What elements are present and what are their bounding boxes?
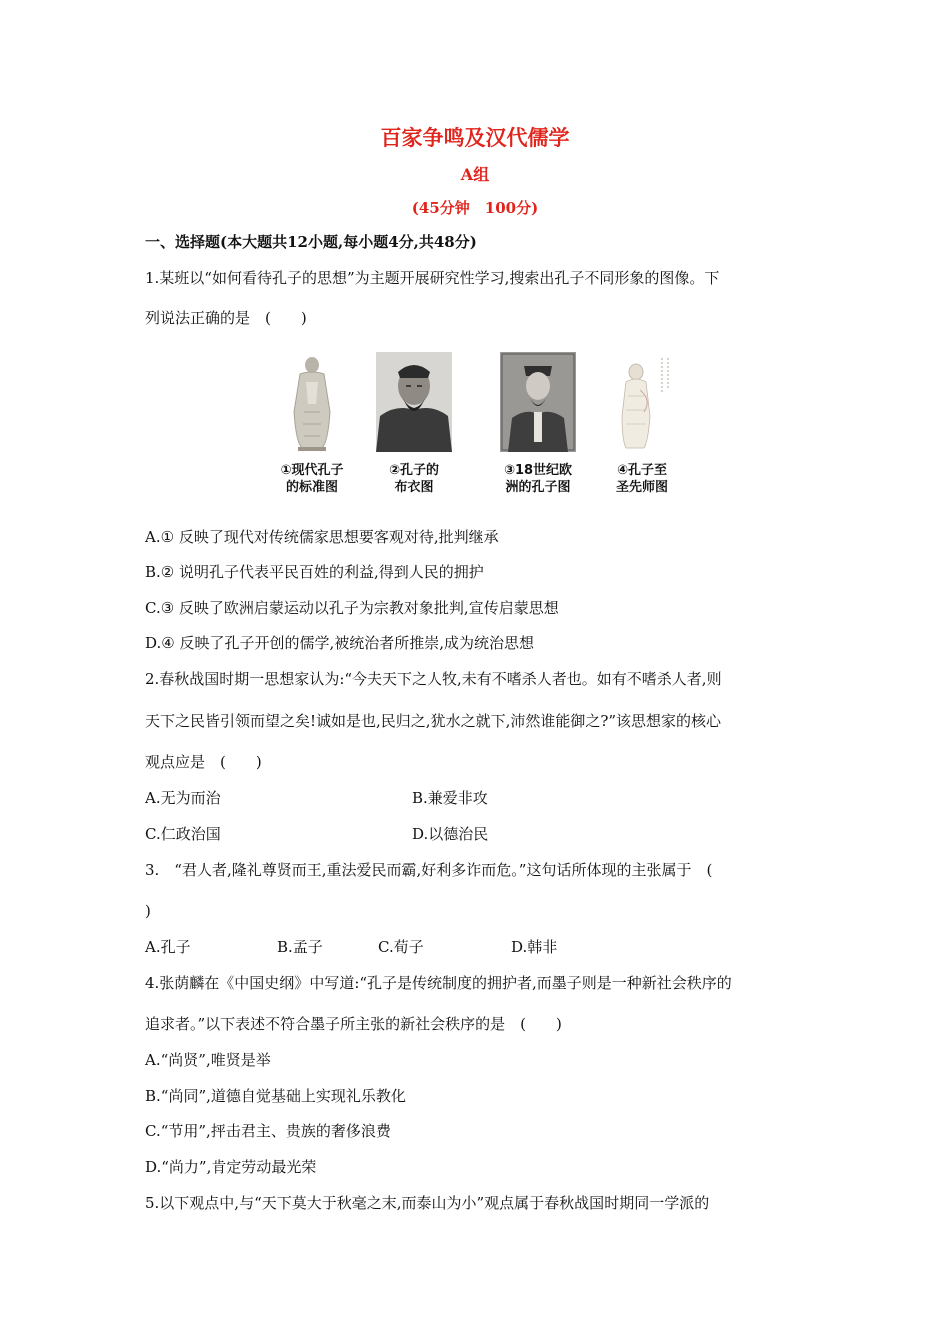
q4-option-c: C.“节用”,抨击君主、贵族的奢侈浪费 — [145, 1122, 391, 1140]
confucius-robe-portrait-image — [376, 352, 452, 452]
caption-line: 圣先师图 — [615, 480, 668, 495]
confucius-european-portrait-image — [500, 352, 576, 452]
q1-option-a: A.① 反映了现代对传统儒家思想要客观对待,批判继承 — [145, 528, 499, 546]
q2-stem-line-1: 2.春秋战国时期一思想家认为:“今夫天下之人牧,未有不嗜杀人者也。如有不嗜杀人者,则 — [145, 670, 722, 688]
q2-stem-line-2: 天下之民皆引领而望之矣!诚如是也,民归之,犹水之就下,沛然谁能御之?”该思想家的核心 — [145, 712, 722, 730]
section-heading: 一、选择题(本大题共12小题,每小题4分,共48分) — [145, 233, 477, 251]
q4-stem-line-1: 4.张荫麟在《中国史纲》中写道:“孔子是传统制度的拥护者,而墨子则是一种新社会秩序的 — [145, 974, 732, 992]
q2-option-b: B.兼爱非攻 — [412, 789, 488, 807]
document-title: 百家争鸣及汉代儒学 — [380, 125, 570, 150]
confucius-sage-teacher-image — [604, 352, 680, 452]
q3-option-c: C.荀子 — [378, 938, 424, 956]
group-label: A组 — [460, 165, 490, 184]
caption-sage-teacher — [597, 462, 687, 496]
caption-line: ③18世纪欧 — [503, 463, 573, 478]
caption-modern-statue — [267, 462, 357, 496]
q1-option-b: B.② 说明孔子代表平民百姓的利益,得到人民的拥护 — [145, 563, 484, 581]
q3-stem-line-1: 3. “君人者,隆礼尊贤而王,重法爱民而霸,好利多诈而危。”这句话所体现的主张属于 ( — [145, 861, 713, 879]
caption-line: ②孔子的 — [388, 463, 439, 478]
q2-stem-line-3: 观点应是 ( ) — [145, 753, 262, 771]
q5-stem-line-1: 5.以下观点中,与“天下莫大于秋毫之末,而泰山为小”观点属于春秋战国时期同一学派的 — [145, 1194, 710, 1212]
q4-stem-line-2: 追求者。”以下表述不符合墨子所主张的新社会秩序的是 ( ) — [145, 1015, 562, 1033]
q3-option-b: B.孟子 — [277, 938, 323, 956]
q3-option-a: A.孔子 — [145, 938, 191, 956]
caption-line: ①现代孔子 — [280, 463, 344, 478]
confucius-statue-image — [274, 352, 350, 452]
confucius-figure — [270, 352, 690, 502]
q2-option-d: D.以德治民 — [412, 825, 489, 843]
caption-line: 的标准图 — [285, 480, 338, 495]
q2-option-c: C.仁政治国 — [145, 825, 221, 843]
caption-line: ④孔子至 — [616, 463, 667, 478]
caption-line: 洲的孔子图 — [505, 480, 571, 495]
caption-european-portrait — [493, 462, 583, 496]
q1-option-d: D.④ 反映了孔子开创的儒学,被统治者所推崇,成为统治思想 — [145, 634, 535, 652]
time-score-label: (45分钟 100分) — [411, 199, 539, 217]
q3-stem-line-2: ) — [145, 902, 151, 920]
q4-option-a: A.“尚贤”,唯贤是举 — [145, 1051, 271, 1069]
q1-option-c: C.③ 反映了欧洲启蒙运动以孔子为宗教对象批判,宣传启蒙思想 — [145, 599, 559, 617]
q1-stem-line-2: 列说法正确的是 ( ) — [145, 309, 307, 327]
q3-option-d: D.韩非 — [511, 938, 558, 956]
caption-robe-portrait — [369, 462, 459, 496]
q4-option-d: D.“尚力”,肯定劳动最光荣 — [145, 1158, 317, 1176]
caption-line: 布衣图 — [394, 480, 434, 495]
q1-stem-line-1: 1.某班以“如何看待孔子的思想”为主题开展研究性学习,搜索出孔子不同形象的图像。下 — [145, 269, 720, 287]
q4-option-b: B.“尚同”,道德自觉基础上实现礼乐教化 — [145, 1087, 406, 1105]
q2-option-a: A.无为而治 — [145, 789, 221, 807]
